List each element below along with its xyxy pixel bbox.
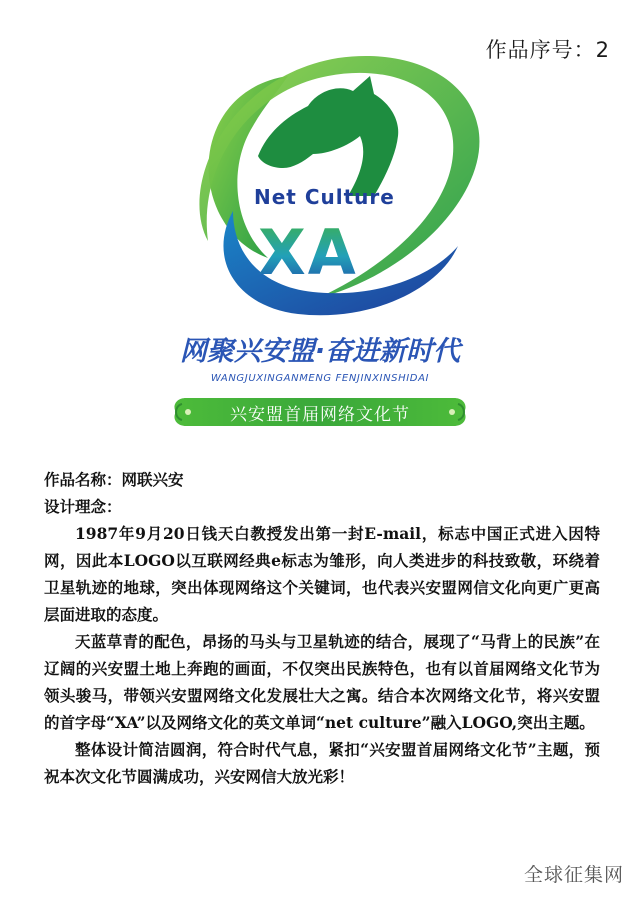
concept-paragraph-2: 天蓝草青的配色，昂扬的马头与卫星轨迹的结合，展现了“马背上的民族”在辽阔的兴安盟土地上奔跑的画面，不仅突出民族特色，也有以首届网络文化节为领头骏马，带领兴安盟网络文化发展壮大之寓。结合本次网络文化节，将兴安盟的首字母“XA”以及网络文化的英文单词“net culture”融入LOGO,突出主题。 [44,632,600,732]
concept-paragraph-3: 整体设计简洁圆润，符合时代气息，紧扣“兴安盟首届网络文化节”主题，预祝本次文化节圆满成功，兴安网信大放光彩！ [44,740,600,786]
logo-graphic [138,36,502,336]
banner-text: 兴安盟首届网络文化节 [230,405,410,425]
festival-banner [168,394,472,430]
slogan-graphic [128,332,512,392]
work-name: 作品名称：网联兴安 [44,470,184,489]
xa-monogram: XA [258,216,358,289]
slogan-main: 网聚兴安盟·奋进新时代 [179,336,461,367]
concept-label: 设计理念： [44,497,122,516]
watermark: 全球征集网 [523,864,624,886]
slogan-pinyin: WANGJUXINGANMENG FENJINXINSHIDAI [210,373,430,384]
net-culture-text: Net Culture [254,185,395,209]
concept-paragraph-1: 1987年9月20日钱天白教授发出第一封E-mail，标志中国正式进入因特网，因此本LOGO以互联网经典e标志为雏形，向人类进步的科技致敬，环绕着卫星轨迹的地球，突出体现网络这个关键词，也代表兴安盟网信文化向更广更高层面进取的态度。 [44,524,600,624]
festival-logo [138,36,502,336]
entry-number: 作品序号：2 [485,38,610,62]
work-description [44,466,600,790]
slogan [128,332,512,392]
